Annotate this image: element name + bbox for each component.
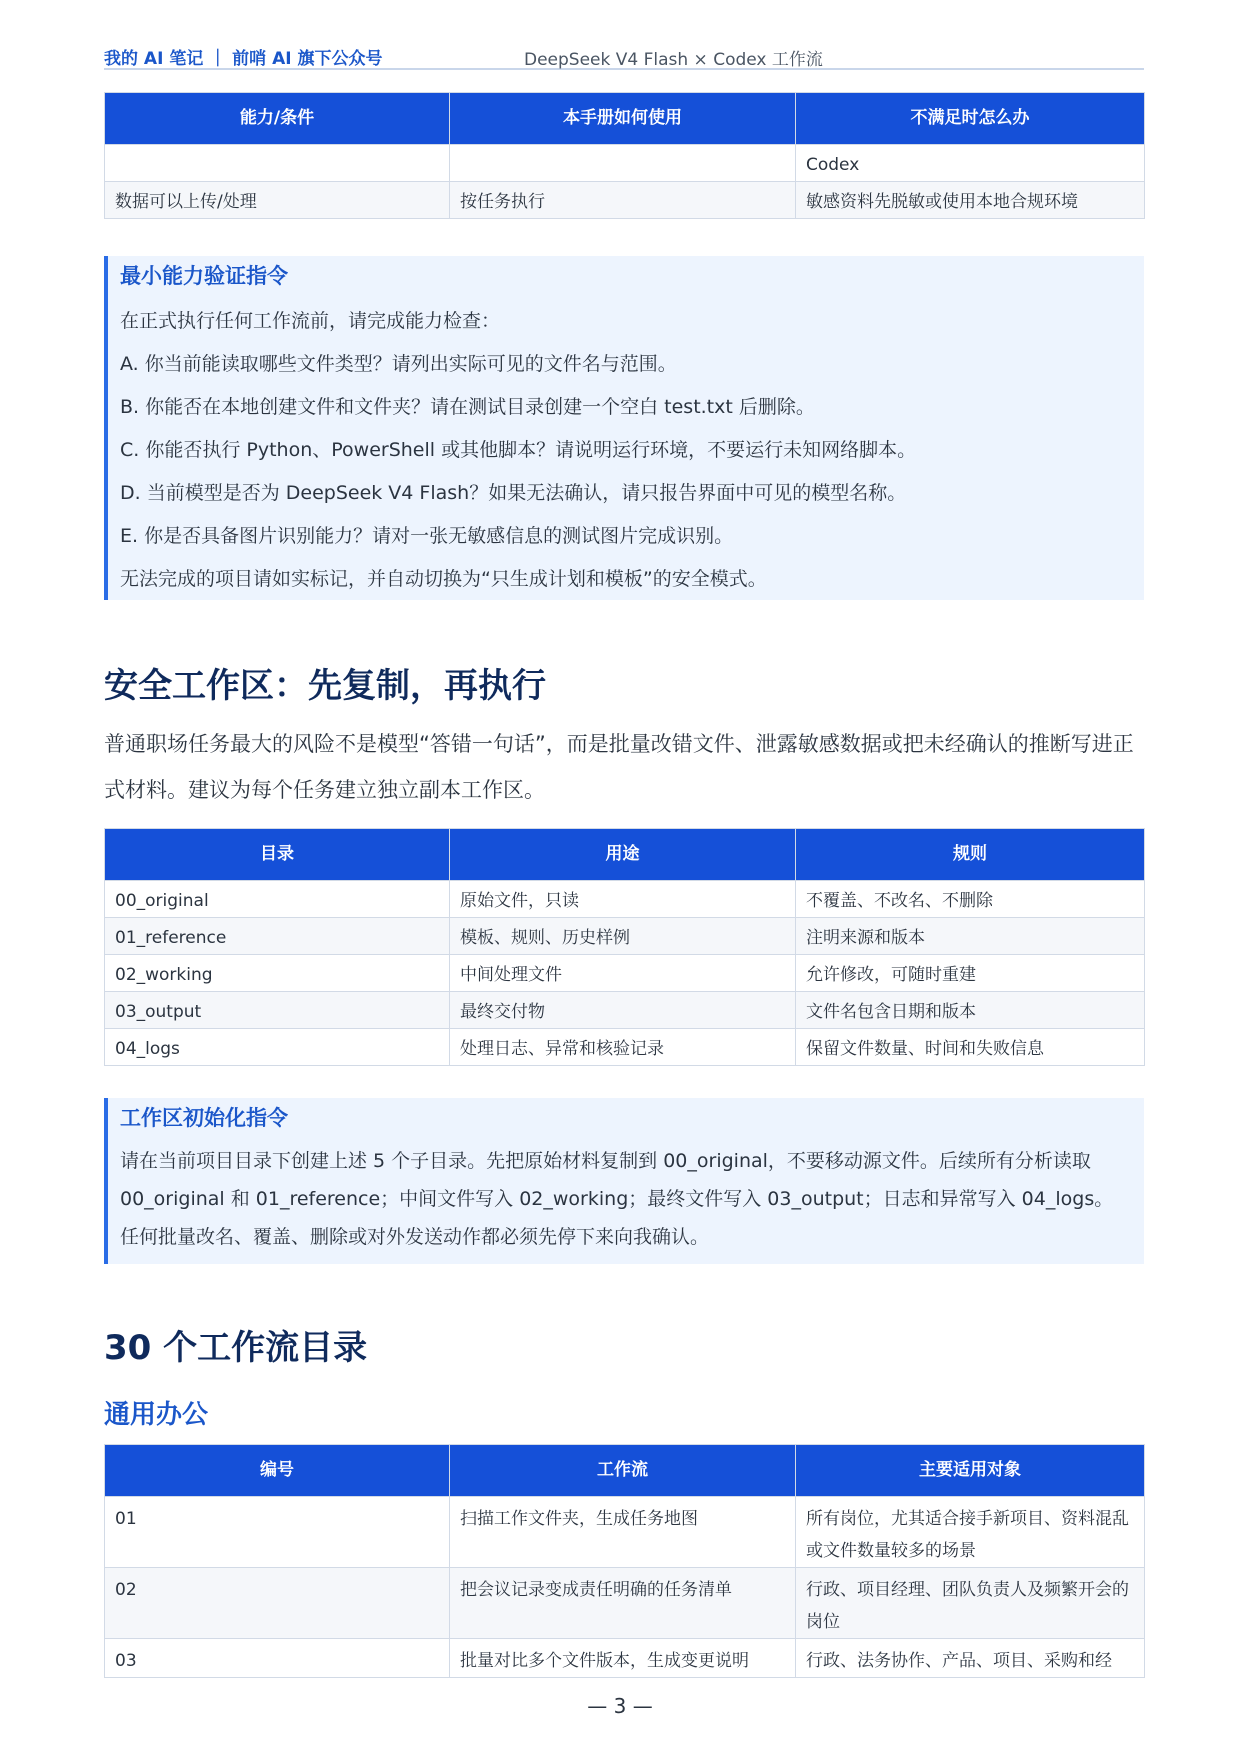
table-cell: 02 xyxy=(105,1568,450,1639)
section-subtitle: 通用办公 xyxy=(104,1400,209,1430)
table-cell: 01_reference xyxy=(105,918,450,955)
capability-table xyxy=(104,92,1145,219)
table-cell: 最终交付物 xyxy=(450,992,796,1029)
table-cell xyxy=(105,145,450,182)
workflow-catalog-table xyxy=(104,1444,1145,1678)
table-cell: 保留文件数量、时间和失败信息 xyxy=(796,1029,1145,1066)
table-cell: 03 xyxy=(105,1639,450,1678)
table-header-cell: 规则 xyxy=(796,829,1145,881)
table-row xyxy=(105,1568,1145,1639)
table-row xyxy=(105,182,1145,219)
table-cell: 数据可以上传/处理 xyxy=(105,182,450,219)
page-header xyxy=(104,44,1144,70)
table-cell xyxy=(450,145,796,182)
table-cell: Codex xyxy=(796,145,1145,182)
table-cell: 模板、规则、历史样例 xyxy=(450,918,796,955)
table-cell: 敏感资料先脱敏或使用本地合规环境 xyxy=(796,182,1145,219)
table-row xyxy=(105,881,1145,918)
table-header-cell: 用途 xyxy=(450,829,796,881)
workspace-directory-table xyxy=(104,828,1145,1066)
header-brand: 我的 AI 笔记 ｜ 前哨 AI 旗下公众号 xyxy=(104,49,383,69)
callout-line: C. 你能否执行 Python、PowerShell 或其他脚本？请说明运行环境，不要运行未知网络脚本。 xyxy=(120,439,917,461)
table-header-cell: 目录 xyxy=(105,829,450,881)
table-cell: 所有岗位，尤其适合接手新项目、资料混乱或文件数量较多的场景 xyxy=(796,1497,1145,1568)
table-cell: 行政、法务协作、产品、项目、采购和经 xyxy=(796,1639,1145,1678)
callout-line: D. 当前模型是否为 DeepSeek V4 Flash？如果无法确认，请只报告界面中可见的模型名称。 xyxy=(120,482,907,504)
table-row xyxy=(105,1497,1145,1568)
section-paragraph: 普通职场任务最大的风险不是模型“答错一句话”，而是批量改错文件、泄露敏感数据或把未经确认的推断写进正式材料。建议为每个任务建立独立副本工作区。 xyxy=(104,732,1134,802)
table-cell: 把会议记录变成责任明确的任务清单 xyxy=(450,1568,796,1639)
table-cell: 01 xyxy=(105,1497,450,1568)
table-cell: 02_working xyxy=(105,955,450,992)
workspace-init-callout xyxy=(104,1098,1144,1264)
callout-title: 工作区初始化指令 xyxy=(120,1106,288,1130)
table-cell: 03_output xyxy=(105,992,450,1029)
table-row xyxy=(105,918,1145,955)
table-row xyxy=(105,1639,1145,1678)
callout-paragraph: 请在当前项目目录下创建上述 5 个子目录。先把原始材料复制到 00_original，不要移动源文件。后续所有分析读取 00_original 和 01_reference；中间文件写入 02_working；最终文件写入 03_output；日志和异常写入 04_logs。任何批量改名、覆盖、删除或对外发送动作都必须先停下来向我确认。 xyxy=(120,1150,1114,1248)
table-row xyxy=(105,992,1145,1029)
table-header-cell: 不满足时怎么办 xyxy=(796,93,1145,145)
table-header-cell: 编号 xyxy=(105,1445,450,1497)
table-header-cell: 工作流 xyxy=(450,1445,796,1497)
table-row xyxy=(105,955,1145,992)
table-row xyxy=(105,145,1145,182)
table-header-cell: 能力/条件 xyxy=(105,93,450,145)
table-header-cell: 主要适用对象 xyxy=(796,1445,1145,1497)
callout-line: B. 你能否在本地创建文件和文件夹？请在测试目录创建一个空白 test.txt 后删除。 xyxy=(120,396,815,418)
table-cell: 批量对比多个文件版本，生成变更说明 xyxy=(450,1639,796,1678)
page-number: — 3 — xyxy=(587,1694,653,1718)
section-title: 30 个工作流目录 xyxy=(104,1328,368,1368)
callout-line: E. 你是否具备图片识别能力？请对一张无敏感信息的测试图片完成识别。 xyxy=(120,525,734,547)
table-cell: 04_logs xyxy=(105,1029,450,1066)
callout-line: 无法完成的项目请如实标记，并自动切换为“只生成计划和模板”的安全模式。 xyxy=(120,568,767,590)
table-cell: 按任务执行 xyxy=(450,182,796,219)
table-cell: 中间处理文件 xyxy=(450,955,796,992)
capability-check-callout xyxy=(104,256,1144,600)
callout-line: A. 你当前能读取哪些文件类型？请列出实际可见的文件名与范围。 xyxy=(120,353,677,375)
table-header-cell: 本手册如何使用 xyxy=(450,93,796,145)
table-cell: 允许修改，可随时重建 xyxy=(796,955,1145,992)
header-doc-title: DeepSeek V4 Flash × Codex 工作流 xyxy=(524,50,823,70)
table-cell: 注明来源和版本 xyxy=(796,918,1145,955)
table-cell: 00_original xyxy=(105,881,450,918)
callout-title: 最小能力验证指令 xyxy=(120,264,288,288)
table-cell: 处理日志、异常和核验记录 xyxy=(450,1029,796,1066)
table-cell: 行政、项目经理、团队负责人及频繁开会的岗位 xyxy=(796,1568,1145,1639)
table-row xyxy=(105,1029,1145,1066)
table-cell: 扫描工作文件夹，生成任务地图 xyxy=(450,1497,796,1568)
callout-line: 在正式执行任何工作流前，请完成能力检查： xyxy=(120,310,501,332)
section-title: 安全工作区：先复制，再执行 xyxy=(104,666,546,706)
table-cell: 原始文件，只读 xyxy=(450,881,796,918)
table-cell: 文件名包含日期和版本 xyxy=(796,992,1145,1029)
table-cell: 不覆盖、不改名、不删除 xyxy=(796,881,1145,918)
